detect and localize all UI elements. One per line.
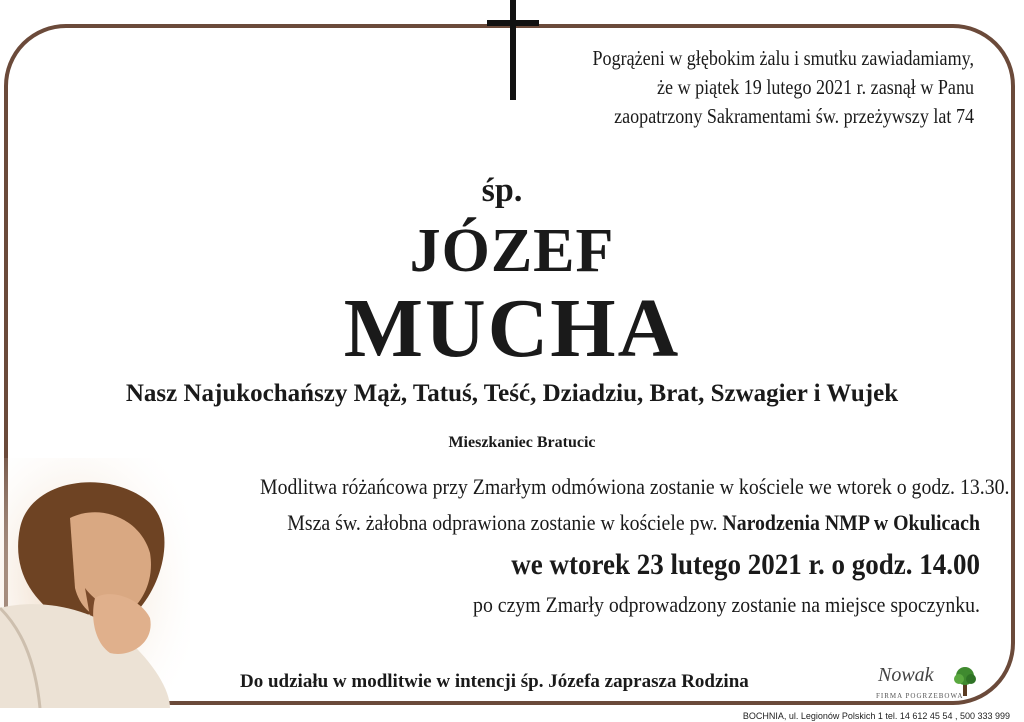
mass-date: we wtorek 23 lutego 2021 r. o godz. 14.00 xyxy=(511,548,980,581)
invitation: Do udziału w modlitwie w intencji śp. Józefa zaprasza Rodzina xyxy=(240,671,749,692)
intro-line: zaopatrzony Sakramentami św. przeżywszy lat 74 xyxy=(614,104,974,128)
last-name: MUCHA xyxy=(343,282,681,375)
tree-logo-icon xyxy=(952,666,978,696)
mass-prefix: Msza św. żałobna odprawiona zostanie w kościele pw. xyxy=(287,510,718,535)
praying-jesus-image xyxy=(0,458,190,708)
intro-line: Pogrążeni w głębokim żalu i smutku zawiadamiamy, xyxy=(592,46,974,70)
epithet: Nasz Najukochańszy Mąż, Tatuś, Teść, Dziadziu, Brat, Szwagier i Wujek xyxy=(125,380,899,407)
footer-address: BOCHNIA, ul. Legionów Polskich 1 tel. 14 612 45 54 , 500 333 999 xyxy=(742,711,1010,721)
cross-icon xyxy=(487,0,539,100)
rosary-line: Modlitwa różańcowa przy Zmarłym odmówiona zostanie w kościele we wtorek o godz. 13.30. xyxy=(260,474,1010,499)
honorific: śp. xyxy=(481,172,523,209)
resident: Mieszkaniec Bratucic xyxy=(448,434,596,451)
intro-text xyxy=(578,44,974,131)
intro-line: że w piątek 19 lutego 2021 r. zasnął w Panu xyxy=(657,75,974,99)
funeral-home-logo xyxy=(858,664,978,704)
service-details xyxy=(180,474,1010,622)
first-name: JÓZEF xyxy=(409,217,615,285)
logo-name: Nowak xyxy=(878,664,934,686)
burial-line: po czym Zmarły odprowadzony zostanie na miejsce spoczynku. xyxy=(473,592,980,617)
mass-line xyxy=(260,510,980,548)
logo-subtitle: FIRMA POGRZEBOWA xyxy=(876,692,964,700)
mass-church: Narodzenia NMP w Okulicach xyxy=(722,510,980,535)
